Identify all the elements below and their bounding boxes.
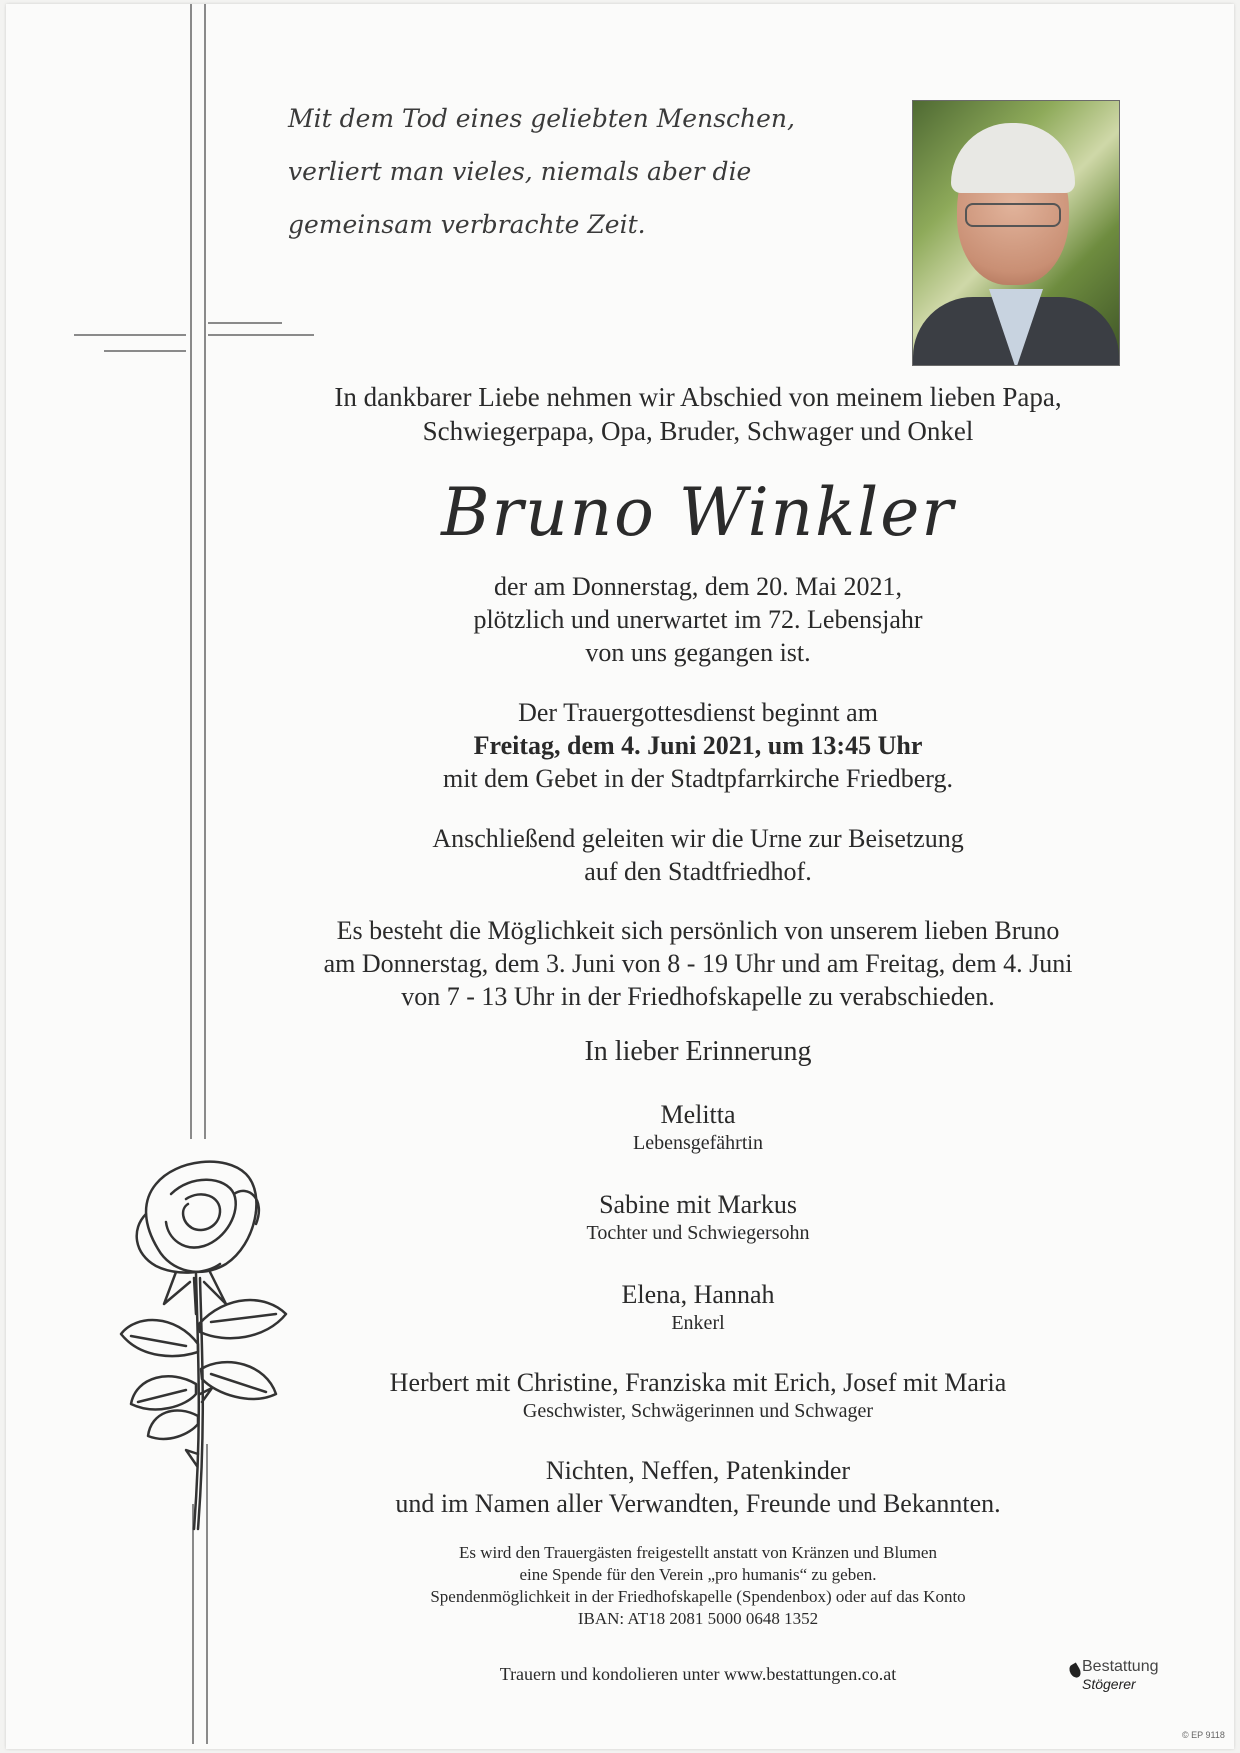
quote-line: Mit dem Tod eines geliebten Menschen, <box>288 104 795 133</box>
mourner-entry <box>268 1366 1128 1423</box>
intro-line: In dankbarer Liebe nehmen wir Abschied von meinem lieben Papa, <box>334 382 1062 412</box>
mourner-name: Elena, Hannah <box>621 1280 775 1309</box>
burial-line: Anschließend geleiten wir die Urne zur Beisetzung <box>432 824 964 853</box>
service-line: mit dem Gebet in der Stadtpfarrkirche Friedberg. <box>443 764 953 793</box>
mourner-entry <box>268 1188 1128 1245</box>
mourner-relation: Lebensgefährtin <box>633 1132 763 1154</box>
rose-icon <box>116 1154 316 1534</box>
donation-iban: IBAN: AT18 2081 5000 0648 1352 <box>577 1609 819 1628</box>
farewell-line: Es besteht die Möglichkeit sich persönlich von unserem lieben Bruno <box>336 916 1060 945</box>
intro-text <box>268 380 1128 448</box>
cross-horizontal-line-left <box>74 334 186 336</box>
death-line: der am Donnerstag, dem 20. Mai 2021, <box>494 572 902 601</box>
quote-line: gemeinsam verbrachte Zeit. <box>288 210 646 239</box>
mourner-entry <box>268 1098 1128 1155</box>
quote-line: verliert man vieles, niemals aber die <box>288 157 752 186</box>
service-info <box>268 696 1128 795</box>
mourner-relation: Geschwister, Schwägerinnen und Schwager <box>522 1400 874 1422</box>
death-notice <box>268 570 1128 669</box>
farewell-info <box>268 914 1128 1013</box>
mourner-name: Sabine mit Markus <box>599 1190 797 1219</box>
condolence-link[interactable]: Trauern und kondolieren unter www.bestattungen.co.at <box>499 1664 897 1684</box>
mourner-name: Melitta <box>660 1100 736 1129</box>
cross-vertical-line-bottom-left <box>192 1504 194 1744</box>
donation-line: eine Spende für den Verein „pro humanis“ zu geben. <box>519 1565 877 1584</box>
photo-hair <box>951 123 1075 193</box>
farewell-line: am Donnerstag, dem 3. Juni von 8 - 19 Uhr und am Freitag, dem 4. Juni <box>323 949 1073 978</box>
mourner-name: Herbert mit Christine, Franziska mit Erich, Josef mit Maria <box>389 1368 1007 1397</box>
burial-info <box>268 822 1128 888</box>
closing-text <box>268 1454 1128 1520</box>
mourner-relation: Enkerl <box>671 1312 725 1334</box>
cross-horizontal-line-upper <box>208 322 282 324</box>
service-line: Der Trauergottesdienst beginnt am <box>518 698 878 727</box>
photo-glasses <box>965 203 1061 227</box>
logo-line: Bestattung <box>1082 1658 1159 1675</box>
cross-horizontal-line-right <box>208 334 314 336</box>
death-line: von uns gegangen ist. <box>585 638 811 667</box>
closing-line: Nichten, Neffen, Patenkinder <box>545 1456 851 1485</box>
closing-line: und im Namen aller Verwandten, Freunde und Bekannten. <box>395 1489 1001 1518</box>
service-date: Freitag, dem 4. Juni 2021, um 13:45 Uhr <box>473 731 923 760</box>
print-code: © EP 9118 <box>1182 1730 1225 1740</box>
logo-line: Stögerer <box>1082 1676 1136 1692</box>
funeral-home-logo <box>1082 1658 1192 1692</box>
cross-vertical-line-right <box>204 4 206 1139</box>
death-line: plötzlich und unerwartet im 72. Lebensjahr <box>473 605 923 634</box>
donation-line: Es wird den Trauergästen freigestellt anstatt von Kränzen und Blumen <box>459 1543 937 1562</box>
memorial-quote <box>288 92 828 251</box>
portrait-photo <box>912 100 1120 366</box>
obituary-page <box>6 4 1234 1749</box>
intro-line: Schwiegerpapa, Opa, Bruder, Schwager und Onkel <box>422 416 974 446</box>
donation-line: Spendenmöglichkeit in der Friedhofskapelle (Spendenbox) oder auf das Konto <box>430 1587 966 1606</box>
farewell-line: von 7 - 13 Uhr in der Friedhofskapelle zu verabschieden. <box>401 982 995 1011</box>
memory-heading: In lieber Erinnerung <box>584 1036 812 1067</box>
mourner-entry <box>268 1278 1128 1335</box>
donation-info <box>268 1542 1128 1630</box>
cross-vertical-line-left <box>190 4 192 1139</box>
cross-horizontal-line-lower <box>104 350 186 352</box>
deceased-name: Bruno Winkler <box>441 474 955 551</box>
mourner-relation: Tochter und Schwiegersohn <box>586 1222 810 1244</box>
burial-line: auf den Stadtfriedhof. <box>584 857 812 886</box>
